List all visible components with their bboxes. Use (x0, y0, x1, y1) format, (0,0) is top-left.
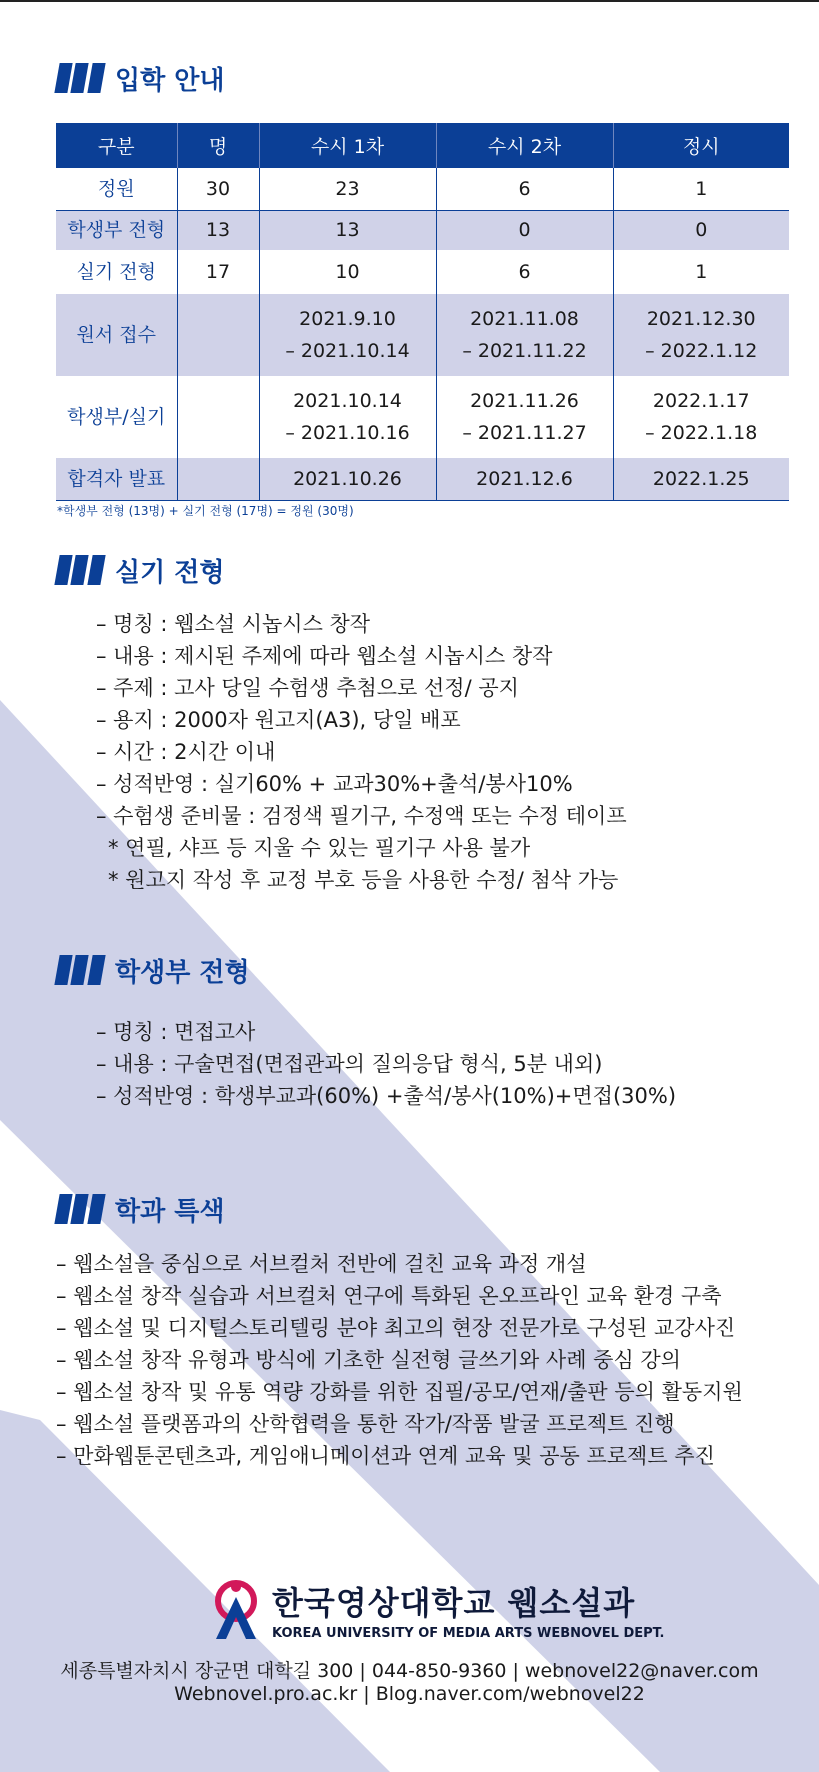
logo-text (272, 1578, 664, 1641)
cell-regular (613, 376, 789, 458)
date-start: 2021.11.26 (470, 390, 579, 412)
university-logo (210, 1578, 664, 1641)
table-row (56, 250, 789, 294)
row-count (177, 458, 259, 500)
cell-early-1 (259, 294, 436, 376)
practical-section-header (57, 553, 225, 587)
header-category: 구분 (56, 123, 177, 168)
list-item: – 만화웹툰콘텐츠과, 게임애니메이션과 연계 교육 및 공동 프로젝트 추진 (56, 1444, 715, 1468)
list-item: – 웹소설 창작 실습과 서브컬처 연구에 특화된 온오프라인 교육 환경 구축 (56, 1284, 722, 1308)
row-count (177, 376, 259, 458)
record-section-header (57, 953, 250, 987)
table-row (56, 168, 789, 210)
date-start: 2021.11.08 (470, 308, 579, 330)
section-bars-icon (57, 63, 103, 93)
practical-title: 실기 전형 (115, 557, 225, 588)
cell-early-2: 2021.12.6 (436, 458, 613, 500)
date-start: 2022.1.17 (652, 390, 750, 412)
date-end: – 2021.11.22 (462, 340, 587, 362)
list-subitem: * 연필, 샤프 등 지울 수 있는 필기구 사용 불가 (108, 836, 531, 860)
features-list (56, 1248, 743, 1472)
cell-regular: 1 (613, 250, 789, 294)
row-count: 17 (177, 250, 259, 294)
cell-early-1: 23 (259, 168, 436, 210)
date-end: – 2021.11.27 (462, 422, 587, 444)
footer-links: Webnovel.pro.ac.kr | Blog.naver.com/webnovel22 (174, 1683, 645, 1705)
admission-table (56, 123, 789, 501)
row-label: 학생부/실기 (67, 406, 166, 428)
date-end: – 2022.1.12 (645, 340, 758, 362)
cell-regular: 0 (613, 210, 789, 250)
date-end: – 2021.10.14 (285, 340, 410, 362)
cell-regular (613, 294, 789, 376)
table-row (56, 376, 789, 458)
header-regular: 정시 (613, 123, 789, 168)
list-item: – 주제 : 고사 당일 수험생 추첨으로 선정/ 공지 (96, 676, 519, 700)
list-item: – 성적반영 : 실기60% + 교과30%+출석/봉사10% (96, 772, 573, 796)
list-item: – 용지 : 2000자 원고지(A3), 당일 배포 (96, 708, 461, 732)
cell-early-1 (259, 376, 436, 458)
list-item: – 명칭 : 웹소설 시놉시스 창작 (96, 612, 371, 636)
row-label: 실기 전형 (76, 261, 156, 283)
list-item: – 수험생 준비물 : 검정색 필기구, 수정액 또는 수정 테이프 (96, 804, 627, 828)
row-count: 30 (177, 168, 259, 210)
school-name-en: KOREA UNIVERSITY OF MEDIA ARTS WEBNOVEL DEPT. (272, 1626, 665, 1641)
header-early-1: 수시 1차 (259, 123, 436, 168)
record-list (96, 1016, 676, 1112)
admission-section-header (57, 61, 225, 95)
features-title: 학과 특색 (115, 1196, 225, 1227)
header-early-2: 수시 2차 (436, 123, 613, 168)
date-start: 2021.12.30 (646, 308, 756, 330)
list-item: – 웹소설을 중심으로 서브컬처 전반에 걸친 교육 과정 개설 (56, 1252, 587, 1276)
row-label: 정원 (56, 168, 177, 210)
table-header-row (56, 123, 789, 168)
list-item: – 웹소설 창작 및 유통 역량 강화를 위한 집필/공모/연재/출판 등의 활동지원 (56, 1380, 743, 1404)
date-end: – 2022.1.18 (645, 422, 758, 444)
row-label: 원서 접수 (56, 294, 177, 376)
university-logo-icon (210, 1579, 262, 1641)
date-start: 2021.9.10 (299, 308, 396, 330)
section-bars-icon (57, 555, 103, 585)
list-item: – 시간 : 2시간 이내 (96, 740, 276, 764)
date-start: 2021.10.14 (293, 390, 402, 412)
section-bars-icon (57, 1194, 103, 1224)
practical-list (96, 608, 627, 896)
list-item: – 웹소설 창작 유형과 방식에 기초한 실전형 글쓰기와 사례 중심 강의 (56, 1348, 681, 1372)
table-row (56, 294, 789, 376)
footer-address: 세종특별자치시 장군면 대학길 300 | 044-850-9360 | webnovel22@naver.com (60, 1660, 759, 1682)
cell-early-2: 0 (436, 210, 613, 250)
cell-early-2 (436, 376, 613, 458)
row-label: 학생부 전형 (56, 210, 177, 250)
row-count: 13 (177, 210, 259, 250)
cell-early-1: 2021.10.26 (259, 458, 436, 500)
cell-early-1: 10 (259, 250, 436, 294)
list-item: – 웹소설 플랫폼과의 산학협력을 통한 작가/작품 발굴 프로젝트 진행 (56, 1412, 675, 1436)
cell-early-2 (436, 294, 613, 376)
row-label: 합격자 발표 (56, 458, 177, 500)
cell-early-2: 6 (436, 250, 613, 294)
row-count (177, 294, 259, 376)
school-name-kr: 한국영상대학교 웹소설과 (272, 1584, 636, 1622)
record-title: 학생부 전형 (115, 957, 250, 988)
table-row (56, 458, 789, 500)
cell-early-1: 13 (259, 210, 436, 250)
list-subitem: * 원고지 작성 후 교정 부호 등을 사용한 수정/ 첨삭 가능 (108, 868, 619, 892)
admission-title: 입학 안내 (115, 65, 225, 96)
cell-regular: 1 (613, 168, 789, 210)
list-item: – 내용 : 구술면접(면접관과의 질의응답 형식, 5분 내외) (96, 1052, 603, 1076)
cell-early-2: 6 (436, 168, 613, 210)
list-item: – 성적반영 : 학생부교과(60%) +출석/봉사(10%)+면접(30%) (96, 1084, 677, 1108)
date-end: – 2021.10.16 (285, 422, 410, 444)
section-bars-icon (57, 955, 103, 985)
list-item: – 웹소설 및 디지털스토리텔링 분야 최고의 현장 전문가로 구성된 교강사진 (56, 1316, 736, 1340)
header-count: 명 (177, 123, 259, 168)
cell-regular: 2022.1.25 (613, 458, 789, 500)
list-item: – 내용 : 제시된 주제에 따라 웹소설 시놉시스 창작 (96, 644, 553, 668)
table-row (56, 210, 789, 250)
list-item: – 명칭 : 면접고사 (96, 1020, 256, 1044)
admission-note: *학생부 전형 (13명) + 실기 전형 (17명) = 정원 (30명) (57, 504, 354, 518)
features-section-header (57, 1192, 225, 1226)
